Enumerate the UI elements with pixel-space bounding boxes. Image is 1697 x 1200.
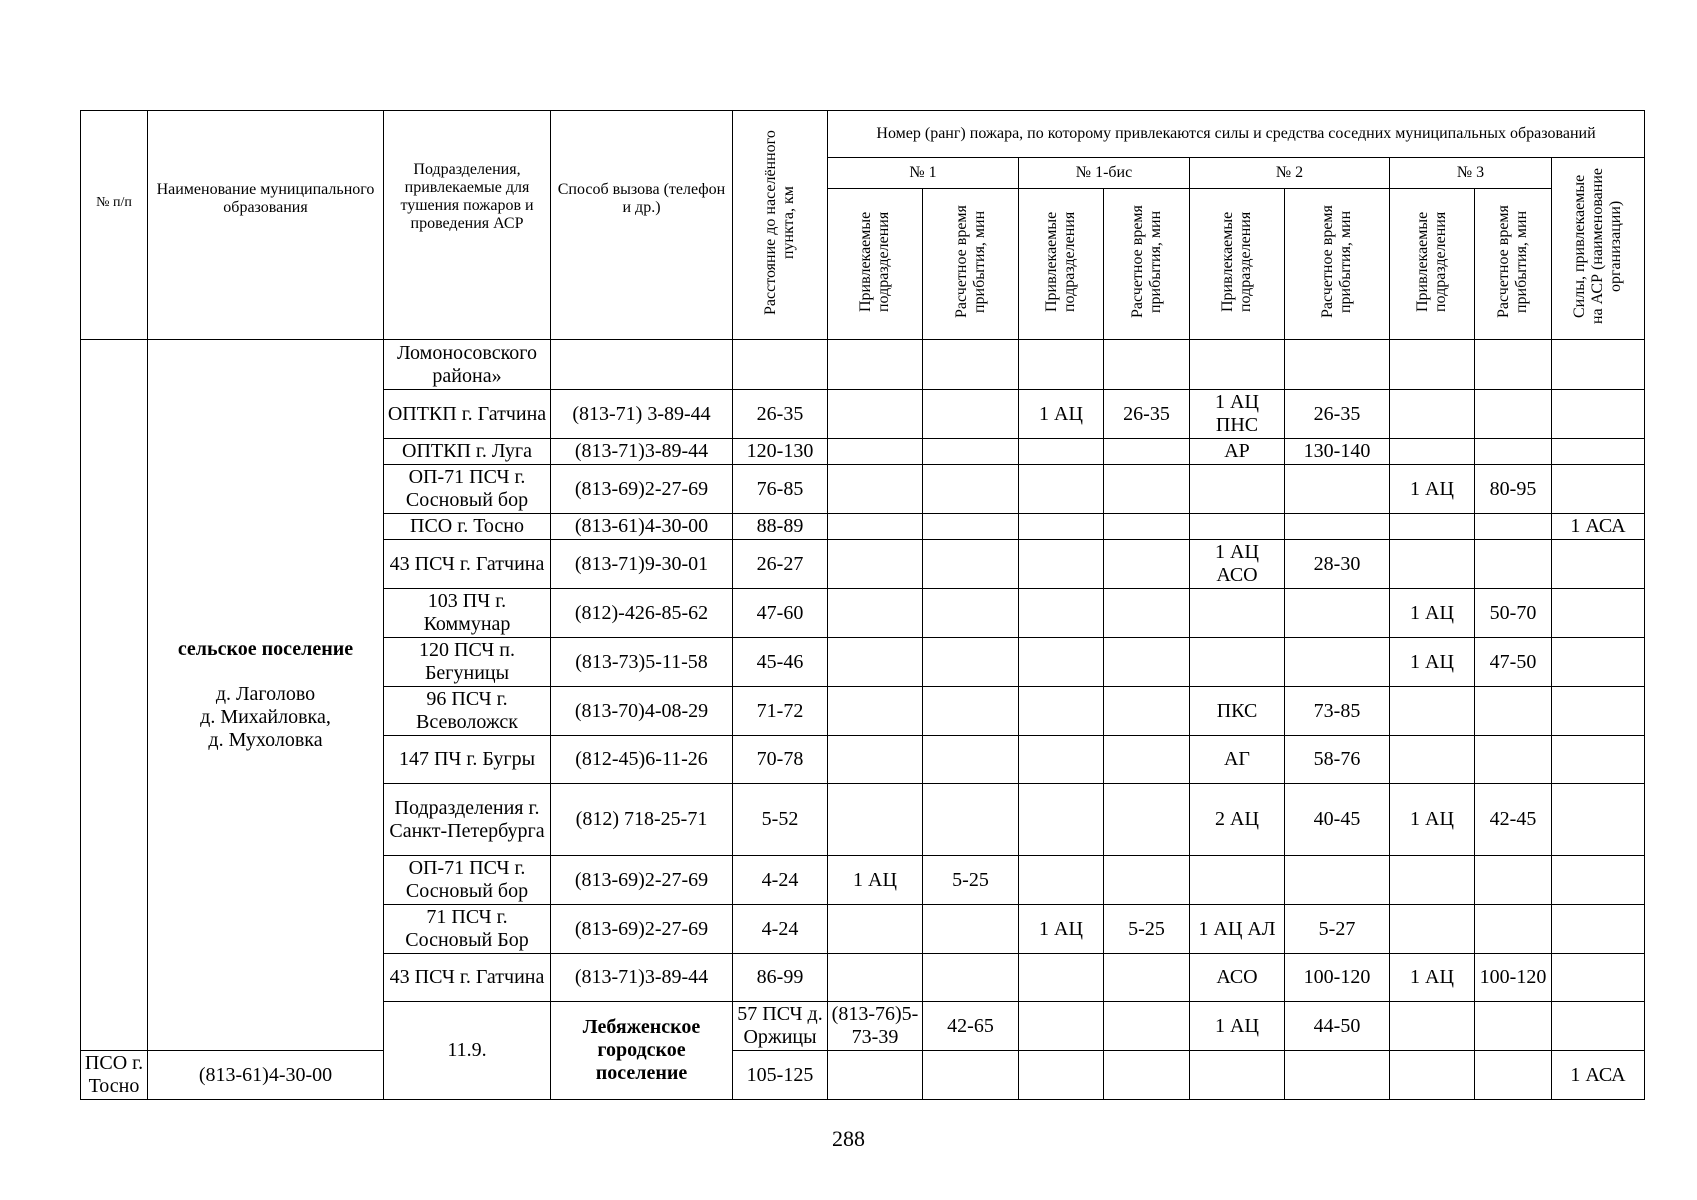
header-distance [733,111,828,340]
cell-r1bt [1104,540,1190,589]
cell-r1u [828,784,923,856]
cell-dist: 86-99 [733,954,828,1002]
cell-r1t [923,784,1019,856]
cell-r3t [1475,856,1552,905]
cell-r3u: 1 АЦ [1390,638,1475,687]
cell-phone: (813-76)5-73-39 [828,1002,923,1051]
cell-asr: 1 АСА [1552,514,1645,540]
cell-r1bu [1019,856,1104,905]
cell-r1u [828,687,923,736]
cell-r1bu [1019,638,1104,687]
header-r2-time: Расчетное время прибытия, мин [1285,189,1390,340]
cell-phone: (813-71) 3-89-44 [551,390,733,439]
header-rank1: № 1 [828,158,1019,189]
header-num: № п/п [81,111,148,340]
cell-r2t [1475,1002,1552,1051]
cell-r1bu [1019,784,1104,856]
cell-unit: ПСО г. Тосно [384,514,551,540]
cell-dist: 76-85 [733,465,828,514]
cell-r3u: 1 АЦ [1390,784,1475,856]
cell-r1t [923,905,1019,954]
cell-r1bt [1104,736,1190,784]
cell-r3t [1475,687,1552,736]
cell-r2u [1190,514,1285,540]
cell-unit: ПСО г. Тосно [81,1051,148,1100]
cell-r2t [1285,856,1390,905]
cell-asr [1552,856,1645,905]
page-number: 288 [832,1126,865,1151]
cell-unit: ОП-71 ПСЧ г. Сосновый бор [384,856,551,905]
cell-phone: (813-61)4-30-00 [148,1051,384,1100]
cell-phone: (813-69)2-27-69 [551,856,733,905]
cell-r1u [828,638,923,687]
cell-r1u [828,439,923,465]
cell-dist: 5-52 [733,784,828,856]
cell-asr [1552,465,1645,514]
cell-dist: 70-78 [733,736,828,784]
cell-asr [1552,638,1645,687]
cell-r1u [828,465,923,514]
cell-r1t [923,736,1019,784]
name-cell-block1 [148,340,384,1051]
cell-r3t [1475,390,1552,439]
cell-dist: 47-60 [733,589,828,638]
cell-r1t [923,540,1019,589]
cell-r2u [1190,589,1285,638]
header-r3-units: Привлекаемые подразделения [1390,189,1475,340]
cell-r1bt [1104,1051,1190,1100]
cell-r3t [1475,1051,1552,1100]
cell-r1bu: 1 АЦ [1019,390,1104,439]
cell-r3u [1390,390,1475,439]
cell-r1bt [1104,514,1190,540]
cell-r1t [923,638,1019,687]
cell-dist: 88-89 [733,514,828,540]
cell-unit: 96 ПСЧ г. Всеволожск [384,687,551,736]
cell-dist: 4-24 [733,905,828,954]
header-r2-units: Привлекаемые подразделения [1190,189,1285,340]
cell-r3t: 80-95 [1475,465,1552,514]
cell-r2u: АСО [1190,954,1285,1002]
cell-asr [1552,784,1645,856]
cell-r1u [828,540,923,589]
cell-r2t [1285,638,1390,687]
cell-r3u [1390,687,1475,736]
cell-r2u: 1 АЦ АЛ [1190,905,1285,954]
cell-r1bt: 44-50 [1285,1002,1390,1051]
header-asr [1552,158,1645,340]
cell-unit: ОПТКП г. Луга [384,439,551,465]
cell-r1t [923,390,1019,439]
cell-r1u [828,589,923,638]
cell-r1t [923,465,1019,514]
cell-r3t [1475,736,1552,784]
cell-r2u: 1 АЦ АСО [1190,540,1285,589]
cell-asr [1552,589,1645,638]
block1-locality-1: д. Лаголово [215,683,316,705]
cell-r1bu [1019,540,1104,589]
cell-asr [1552,954,1645,1002]
cell-r3u [1552,1002,1645,1051]
cell-r3u [1390,736,1475,784]
table-row [81,1051,1645,1100]
num-cell-block1 [81,340,148,1051]
cell-r1t [923,589,1019,638]
cell-dist: 26-35 [733,390,828,439]
cell-asr [1552,905,1645,954]
cell-r1t [923,514,1019,540]
cell-r1u [828,1051,923,1100]
cell-r3t: 42-45 [1475,784,1552,856]
cell-r1bt [1104,465,1190,514]
cell-unit: 43 ПСЧ г. Гатчина [384,954,551,1002]
cell-r3u [1390,1051,1475,1100]
cell-r2t: 73-85 [1285,687,1390,736]
cell-r1u [1019,1002,1104,1051]
header-units: Подразделения, привлекаемые для тушения пожаров и проведения АСР [384,111,551,340]
cell-phone: (813-71)3-89-44 [551,439,733,465]
fire-forces-table [80,110,1645,1100]
cell-r3t [1475,439,1552,465]
cell-r1u [828,905,923,954]
cell-r1bt: 5-25 [1104,905,1190,954]
cell-unit: 120 ПСЧ п. Бегуницы [384,638,551,687]
cell-r1bt [1104,439,1190,465]
cell-asr [1552,390,1645,439]
cell-r2u: 2 АЦ [1190,784,1285,856]
cell-r1t [923,1051,1019,1100]
cell-r3u [1390,514,1475,540]
cell-r3u [1390,540,1475,589]
header-r1-time: Расчетное время прибытия, мин [923,189,1019,340]
header-r1-units: Привлекаемые подразделения [828,189,923,340]
cell-dist: 71-72 [733,687,828,736]
header-rank1bis: № 1-бис [1019,158,1190,189]
cell-r1bu [1019,439,1104,465]
continuation-row [81,340,1645,390]
cell-dist: 45-46 [733,638,828,687]
header-row-1 [81,111,1645,158]
cell-phone: (812) 718-25-71 [551,784,733,856]
cell-r1bu [1019,514,1104,540]
cell-r2u [1390,1002,1475,1051]
cell-r2t [1285,1051,1390,1100]
cell-r2u: АР [1190,439,1285,465]
cell-r3t: 47-50 [1475,638,1552,687]
cell-dist: 26-27 [733,540,828,589]
header-r3-time: Расчетное время прибытия, мин [1475,189,1552,340]
cell-r1u: 1 АЦ [828,856,923,905]
cell-r2u [1190,856,1285,905]
cell-r2u: ПКС [1190,687,1285,736]
cell-r1bt [1104,954,1190,1002]
cell-r1bu [1019,736,1104,784]
header-distance-text: Расстояние до населённого пункта, км [762,130,797,315]
cell-phone: (813-69)2-27-69 [551,905,733,954]
cell-r2t [1285,514,1390,540]
cell-r3u [1390,439,1475,465]
cell-r3t: 100-120 [1475,954,1552,1002]
cell-r3u [1390,856,1475,905]
cell-phone: (812-45)6-11-26 [551,736,733,784]
header-call: Способ вызова (телефон и др.) [551,111,733,340]
header-rank-title: Номер (ранг) пожара, по которому привлекаются силы и средства соседних муниципальных образований [828,111,1645,158]
cell-r3u: 1 АЦ [1390,465,1475,514]
cell-asr [1552,687,1645,736]
cell-r1bt: 26-35 [1104,390,1190,439]
header-r1bis-time: Расчетное время прибытия, мин [1104,189,1190,340]
cell-r2t: 5-27 [1285,905,1390,954]
cell-r1t [923,687,1019,736]
cell-r3u: 1 АЦ [1390,954,1475,1002]
cell-r2t: 26-35 [1285,390,1390,439]
cell-phone: (813-71)9-30-01 [551,540,733,589]
header-asr-text: Силы, привлекаемые на АСР (наименование организации) [1571,168,1624,325]
cell-unit: ОПТКП г. Гатчина [384,390,551,439]
cell-phone: (813-71)3-89-44 [551,954,733,1002]
cell-r2t: 40-45 [1285,784,1390,856]
block1-title: сельское поселение [177,638,354,660]
cell-phone: (813-70)4-08-29 [551,687,733,736]
cell-r3t [1475,514,1552,540]
cell-r2t: 28-30 [1285,540,1390,589]
cell-r1bu [1019,954,1104,1002]
cell-asr [1552,736,1645,784]
header-name: Наименование муниципального образования [148,111,384,340]
block1-locality-2: д. Михайловка, [200,706,331,728]
cell-asr [1552,540,1645,589]
cell-r1u [828,736,923,784]
cell-r1t [1104,1002,1190,1051]
cell-unit: 147 ПЧ г. Бугры [384,736,551,784]
cell-r1t [923,439,1019,465]
cell-unit: 71 ПСЧ г. Сосновый Бор [384,905,551,954]
cell-r2u: 1 АЦ ПНС [1190,390,1285,439]
continuation-text: Ломоносовского района» [384,340,551,390]
cell-r1bt [1104,856,1190,905]
name-cell-block2: Лебяженское городское поселение [551,1002,733,1100]
header-r1bis-units: Привлекаемые подразделения [1019,189,1104,340]
cell-r2u: АГ [1190,736,1285,784]
num-cell-block2: 11.9. [384,1002,551,1100]
cell-unit: 103 ПЧ г. Коммунар [384,589,551,638]
cell-r2t: 58-76 [1285,736,1390,784]
cell-phone: (813-73)5-11-58 [551,638,733,687]
cell-phone: (812)-426-85-62 [551,589,733,638]
cell-r3t [1475,905,1552,954]
cell-r1bu: 1 АЦ [1019,905,1104,954]
cell-r2t: 100-120 [1285,954,1390,1002]
cell-r1bu [1019,687,1104,736]
cell-unit: Подразделения г. Санкт-Петербурга [384,784,551,856]
cell-r1bt [1104,589,1190,638]
cell-r1bu [1019,465,1104,514]
cell-r2t [1285,465,1390,514]
header-rank3: № 3 [1390,158,1552,189]
cell-r2t: 130-140 [1285,439,1390,465]
cell-r3u [1390,905,1475,954]
cell-r2u [1190,638,1285,687]
cell-asr: 1 АСА [1552,1051,1645,1100]
cell-r2u [1190,465,1285,514]
cell-unit: ОП-71 ПСЧ г. Сосновый бор [384,465,551,514]
cell-dist: 105-125 [733,1051,828,1100]
cell-r1u [828,954,923,1002]
cell-r1u [828,514,923,540]
cell-r1t [923,954,1019,1002]
cell-phone: (813-61)4-30-00 [551,514,733,540]
cell-r1bt [1104,784,1190,856]
cell-r1bu: 1 АЦ [1190,1002,1285,1051]
cell-unit: 43 ПСЧ г. Гатчина [384,540,551,589]
cell-asr [1552,439,1645,465]
cell-r1bu [1019,589,1104,638]
cell-r3t: 50-70 [1475,589,1552,638]
block1-locality-3: д. Мухоловка [208,729,323,751]
cell-dist: 42-65 [923,1002,1019,1051]
cell-r1t: 5-25 [923,856,1019,905]
cell-r2u [1190,1051,1285,1100]
cell-r2t [1285,589,1390,638]
cell-r1u [828,390,923,439]
cell-dist: 120-130 [733,439,828,465]
header-rank2: № 2 [1190,158,1390,189]
cell-r3u: 1 АЦ [1390,589,1475,638]
cell-r1bu [1019,1051,1104,1100]
cell-r3t [1475,540,1552,589]
cell-r1bt [1104,687,1190,736]
cell-dist: 4-24 [733,856,828,905]
cell-r1bt [1104,638,1190,687]
cell-phone: (813-69)2-27-69 [551,465,733,514]
cell-unit: 57 ПСЧ д. Оржицы [733,1002,828,1051]
